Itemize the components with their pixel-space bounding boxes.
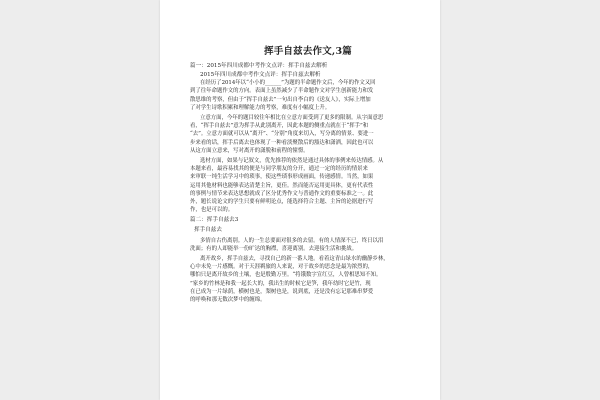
paragraph-2-line: 立意方面，今年的题目较往年相比在立意方面受到了更多的限制。从字面意思 — [200, 115, 384, 121]
paragraph-3-line: 来审联一纯生活学习中的琐事，使这些琐事形成画面，传递感情。当然，如果 — [190, 174, 374, 181]
paragraph-4-line: 多情自古伤离别。人的一生总要面对很多的去留。有的人情深不已，终日以泪 — [200, 237, 384, 244]
paragraph-1 — [190, 79, 426, 112]
paragraph-3-line: 作，也是可以的。 — [190, 207, 234, 214]
paragraph-4-line: 洗面；有的人却能举一份旷达的胸襟，喜迎离别。去迎接生活和挑战。 — [190, 245, 358, 252]
paragraph-2-line: 从这方面立意来，写对离开的潇脱和前程的憧憬。 — [190, 147, 309, 154]
paragraph-1-line: 在经历了2014年以“小小的______”为题的半命题作文后，今年的作文又回 — [200, 80, 376, 87]
section1-header: 篇一：2015年四川成都中考作文点评：挥手自兹去解析 — [190, 63, 328, 69]
paragraph-3-line: 选材方面，如果与记叙文，优先推荐的依然是通过具体的事例来传达情感。从 — [200, 158, 384, 165]
section2-subheader: 挥手自兹去 — [194, 227, 222, 234]
paragraph-4 — [190, 237, 426, 253]
paragraph-1-line: 到了往年命题作文的方向。表面上虽然减少了半命题作文对学生创新能力和发 — [190, 88, 374, 95]
document-page — [160, 0, 440, 400]
paragraph-5-line: 在已成为一片绿荫，横树也是，梨树也是，说到底，还是没有忘记那难串梦爱 — [190, 288, 374, 295]
paragraph-3-line: 本题来看，最容易找其的便是与同学朋友的分开，通过一定的经历的情景来 — [190, 166, 368, 173]
paragraph-1-line: 了对学生诗歌积累和理解能力的考察，难度有小幅度上升。 — [190, 104, 331, 111]
paragraph-3-line: 外，題长说论文的学生只要有鲜明论点，能选择符合主题、主旨的论据进行写 — [190, 199, 374, 206]
paragraph-5-line: 的呼唤和那无数次梦中的缠绵。 — [190, 297, 266, 304]
paragraph-5-line: 离开故乡，挥手自兹去，寻找自己的新一番人地。看着这青山绿水的幽静乡林， — [200, 256, 389, 263]
paragraph-5-line: 心中未免一片感慨。对于天涯羁旅的人来说，对于故乡的思念是最为浓烈的， — [190, 264, 374, 271]
paragraph-3-line: 的事例与情节来表达思想就成了区分优秀作文与普通作文的重要标准之一。此 — [190, 190, 374, 197]
paragraph-2 — [190, 114, 426, 155]
paragraph-5 — [190, 255, 426, 304]
paragraph-3-line: 运用其他材料也能够表达清楚主旨，更佳。然而能否运用更具体，更有代表性 — [190, 182, 374, 189]
section1-subheader: 2015年四川成都中考作文点评：挥手自兹去解析 — [200, 71, 321, 78]
paragraph-2-line: 看，“挥手自兹去”意为挥手从此别离开，因此本题的侧重点就在于“挥手”和 — [190, 123, 369, 130]
document-title: 挥手自兹去作文,3篇 — [264, 46, 352, 57]
paragraph-2-line: “去”。立意方面就可以从“离开”、“分别”角度来切入，写分离的情景、要进一 — [190, 131, 374, 138]
paragraph-2-line: 步来看的话，挥手后离去也体现了一种看淡聚散后的豁达和潇洒，因此也可以 — [190, 139, 374, 146]
paragraph-3 — [190, 157, 426, 214]
section2-header: 篇二：挥手自兹去3 — [190, 217, 239, 224]
paragraph-5-line: ”家乡的竹林是和我一起长大的，我出生的时候它是笋，我年幼时它是竹，现 — [190, 280, 371, 287]
paragraph-1-line: 散思维的考察，但由于“挥手自兹去”一句出自李白的《送友人》，实际上增加 — [190, 96, 371, 103]
paragraph-5-line: 哪怕只是离开故乡的土壤，也是殷勤万里。“将饿数字宣红豆，人曾相思知不知。 — [190, 272, 382, 279]
